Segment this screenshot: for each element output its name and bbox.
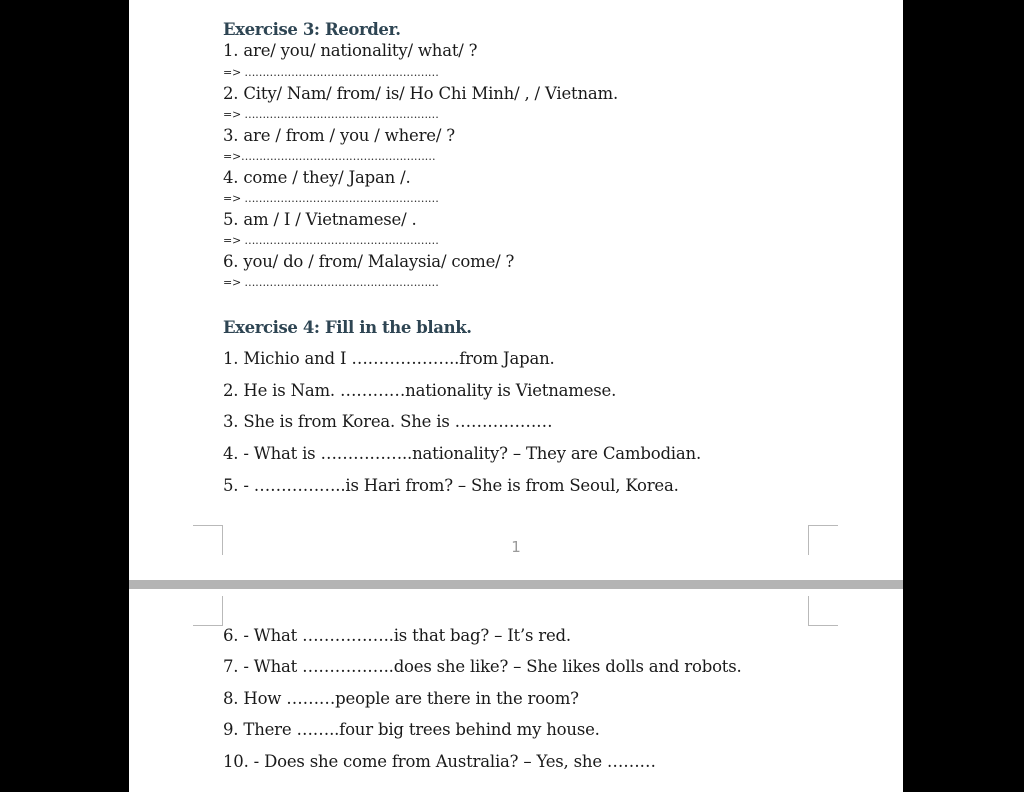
page-1 xyxy=(129,0,903,580)
exercise-3-answer-4: => ……………………………………………… xyxy=(223,192,439,205)
page-2 xyxy=(129,589,903,792)
exercise-3-heading: Exercise 3: Reorder. xyxy=(223,20,401,39)
exercise-3-item-5: 5. am / I / Vietnamese/ . xyxy=(223,210,417,229)
exercise-3-item-6: 6. you/ do / from/ Malaysia/ come/ ? xyxy=(223,252,515,271)
crop-mark-top-right xyxy=(808,596,838,626)
exercise-3-item-4: 4. come / they/ Japan /. xyxy=(223,168,411,187)
exercise-3-answer-6: => ……………………………………………… xyxy=(223,276,439,289)
exercise-4-item-7: 7. - What ……………..does she like? – She likes dolls and robots. xyxy=(223,657,742,676)
exercise-3-answer-1: => ……………………………………………… xyxy=(223,66,439,79)
exercise-4-item-2: 2. He is Nam. …………nationality is Vietnamese. xyxy=(223,381,617,400)
exercise-3-item-2: 2. City/ Nam/ from/ is/ Ho Chi Minh/ , / Vietnam. xyxy=(223,84,619,103)
exercise-4-item-1: 1. Michio and I ………………..from Japan. xyxy=(223,349,555,368)
document-viewer[interactable] xyxy=(129,0,903,792)
exercise-4-item-6: 6. - What ……………..is that bag? – It’s red. xyxy=(223,626,571,645)
exercise-3-answer-5: => ……………………………………………… xyxy=(223,234,439,247)
crop-mark-top-left xyxy=(193,596,223,626)
exercise-4-item-3: 3. She is from Korea. She is ……………… xyxy=(223,412,553,431)
exercise-3-item-1: 1. are/ you/ nationality/ what/ ? xyxy=(223,41,478,60)
exercise-3-item-3: 3. are / from / you / where/ ? xyxy=(223,126,455,145)
exercise-4-heading: Exercise 4: Fill in the blank. xyxy=(223,318,472,337)
exercise-4-item-10: 10. - Does she come from Australia? – Yes, she ……… xyxy=(223,752,656,771)
exercise-3-answer-2: => ……………………………………………… xyxy=(223,108,439,121)
exercise-3-answer-3: =>……………………………………………… xyxy=(223,150,436,163)
exercise-4-item-8: 8. How ………people are there in the room? xyxy=(223,689,579,708)
exercise-4-item-5: 5. - ……………..is Hari from? – She is from Seoul, Korea. xyxy=(223,476,679,495)
page-number: 1 xyxy=(511,538,521,556)
exercise-4-item-9: 9. There ……..four big trees behind my house. xyxy=(223,720,600,739)
exercise-4-item-4: 4. - What is ……………..nationality? – They are Cambodian. xyxy=(223,444,701,463)
page-separator xyxy=(129,580,903,589)
